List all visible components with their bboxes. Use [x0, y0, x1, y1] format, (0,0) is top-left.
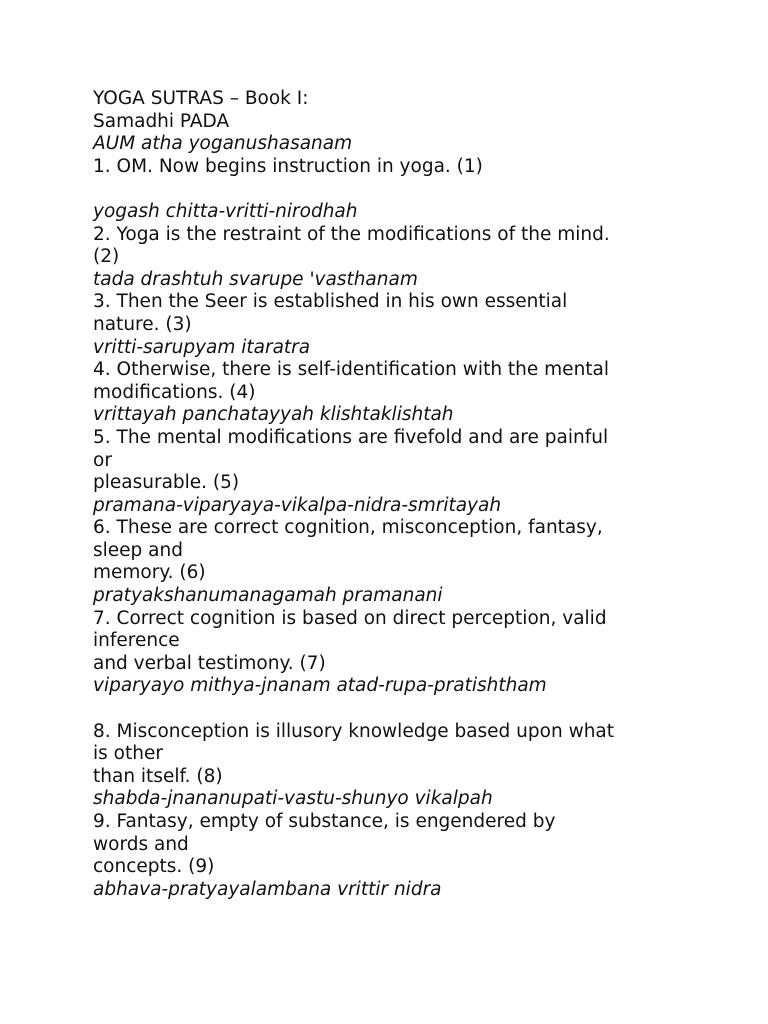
sanskrit-line: tada drashtuh svarupe 'vasthanam [93, 268, 418, 290]
sanskrit-line: viparyayo mithya-jnanam atad-rupa-pratishtham [93, 675, 547, 697]
translation-line: than itself. (8) [93, 765, 223, 787]
translation-line: sleep and [93, 539, 183, 561]
translation-line: and verbal testimony. (7) [93, 652, 326, 674]
translation-line: 8. Misconception is illusory knowledge based upon what [93, 720, 615, 742]
translation-line: or [93, 449, 112, 471]
translation-line: 6. These are correct cognition, misconception, fantasy, [93, 517, 603, 539]
blank-line [93, 178, 693, 201]
document-body [93, 133, 693, 901]
translation-line: is other [93, 743, 163, 765]
translation-line: 1. OM. Now begins instruction in yoga. (1) [93, 155, 483, 177]
sanskrit-line: pramana-viparyaya-vikalpa-nidra-smritayah [93, 494, 502, 516]
sanskrit-line: pratyakshanumanagamah pramanani [93, 585, 443, 607]
document-subtitle: Samadhi PADA [93, 110, 230, 132]
sanskrit-line: vrittayah panchatayyah klishtaklishtah [93, 404, 454, 426]
translation-line: 3. Then the Seer is established in his own essential [93, 291, 568, 313]
translation-line: 5. The mental modifications are fivefold and are painful [93, 426, 609, 448]
translation-line: nature. (3) [93, 313, 192, 335]
sanskrit-line: abhava-pratyayalambana vrittir nidra [93, 878, 442, 900]
sanskrit-line: shabda-jnananupati-vastu-shunyo vikalpah [93, 788, 493, 810]
sanskrit-line: AUM atha yoganushasanam [93, 133, 353, 155]
translation-line: words and [93, 833, 189, 855]
translation-line: (2) [93, 246, 120, 268]
translation-line: 2. Yoga is the restraint of the modifications of the mind. [93, 223, 610, 245]
blank-line [93, 698, 693, 721]
translation-line: inference [93, 630, 180, 652]
translation-line: concepts. (9) [93, 856, 215, 878]
translation-line: memory. (6) [93, 562, 206, 584]
translation-line: 9. Fantasy, empty of substance, is engendered by [93, 811, 556, 832]
translation-line: pleasurable. (5) [93, 472, 240, 494]
translation-line: 7. Correct cognition is based on direct perception, valid [93, 607, 607, 629]
translation-line: 4. Otherwise, there is self-identification with the mental [93, 359, 610, 381]
translation-line: modifications. (4) [93, 381, 256, 403]
sanskrit-line: vritti-sarupyam itaratra [93, 336, 311, 358]
document-title: YOGA SUTRAS – Book I: [93, 88, 309, 109]
document-page [93, 88, 693, 901]
sanskrit-line: yogash chitta-vritti-nirodhah [93, 200, 358, 222]
